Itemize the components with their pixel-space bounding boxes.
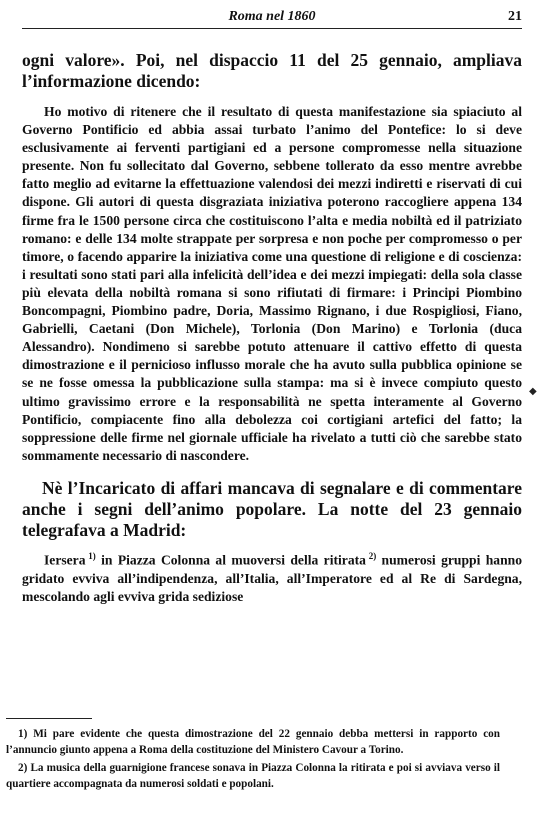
footnotes <box>6 727 500 795</box>
footnote-ref-2: 2) <box>368 550 377 561</box>
intro-paragraph: ogni valore». Poi, nel dispaccio 11 del 25 gennaio, ampliava l’informazione dicendo: <box>22 50 522 91</box>
footnote-2-mark: 2) <box>18 762 28 774</box>
footnote-1-text: Mi pare evidente che questa dimostrazione del 22 gennaio debba mettersi in rapporto con l’annuncio giunto appena a Roma della costituzione del Ministero Cavour a Torino. <box>6 728 500 756</box>
telegram-quotation <box>22 547 522 606</box>
page-number: 21 <box>508 9 522 24</box>
footnote-ref-1: 1) <box>88 550 96 561</box>
footnote-1 <box>6 727 500 758</box>
telegram-text-end: numerosi gruppi hanno gridato evviva all’indipendenza, all’Italia, all’Imperatore ed al Re di Sardegna, mescolando agli evviva grida sediziose <box>22 552 522 604</box>
telegram-text-start: Iersera <box>44 552 86 568</box>
footnote-2 <box>6 761 500 792</box>
telegram-text-middle: in Piazza Colonna al muoversi della ritirata <box>95 552 366 568</box>
margin-mark: ◆ <box>529 386 537 397</box>
running-header <box>22 6 522 29</box>
book-page <box>22 6 522 606</box>
footnote-1-mark: 1) <box>18 728 28 740</box>
footnote-separator <box>6 718 92 719</box>
footnote-2-text: La musica della guarnigione francese sonava in Piazza Colonna la ritirata e poi si avviava verso il quartiere accompagnata da numerosi soldati e popolani. <box>6 762 501 790</box>
running-title: Roma nel 1860 <box>228 9 316 24</box>
commentary-paragraph: Nè l’Incaricato di affari mancava di segnalare e di commentare anche i segni dell’animo popolare. La notte del 23 gennaio telegrafava a Madrid: <box>22 477 522 540</box>
dispatch-quotation: Ho motivo di ritenere che il resultato di questa manifestazione sia spiaciuto al Governo Pontificio ed abbia assai turbato l’animo del Pontefice: lo si deve esclusivamente ai ferventi partigiani ed a persone compromesse nella situazione presente. Non fu sollecitato dal Governo, sebbene tollerato da esso mentre avrebbe fatto meglio ad evitarne la effettuazione valendosi dei mezzi indiretti e riservati di cui dispone. Gli autori di questa disgraziata iniziativa poterono raccogliere appena 134 firme fra le 1500 persone circa che costituiscono l’alta e media nobiltà ed il patriziato romano: e delle 134 molte strappate per sorpresa e non poche per compromesso o per timore, o facendo apparire la iniziativa come una questione di religione e di coscienza: i resultati sono stati pari alla infelicità dell’idea e dei mezzi impiegati: della sola classe più elevata della nobiltà romana si sono rifiutati di firmare: i Principi Piombino Boncompagni, Piombino padre, Doria, Massimo Rignano, i due Rospigliosi, Fiano, Gabrielli, Caetani (Don Michele), Torlonia (Don Marino) e Torlonia (duca Alessandro). Nondimeno si sarebbe potuto attenuare il cattivo effetto di questa dimostrazione e il pernicioso influsso morale che ha avuto sulla pubblica opinione se se ne fosse omessa la pubblicazione sulla stampa: ma si è invece compiuto questo ultimo gravissimo errore e la responsabilità ne spetta interamente al Governo Pontificio, compiacente fino alla debolezza coi cortigiani artefici del fatto; la soppressione delle firme nel giornale ufficiale ha rivelato a tutti ciò che sarebbe stato sommamente necessario di nascondere. <box>22 104 522 463</box>
